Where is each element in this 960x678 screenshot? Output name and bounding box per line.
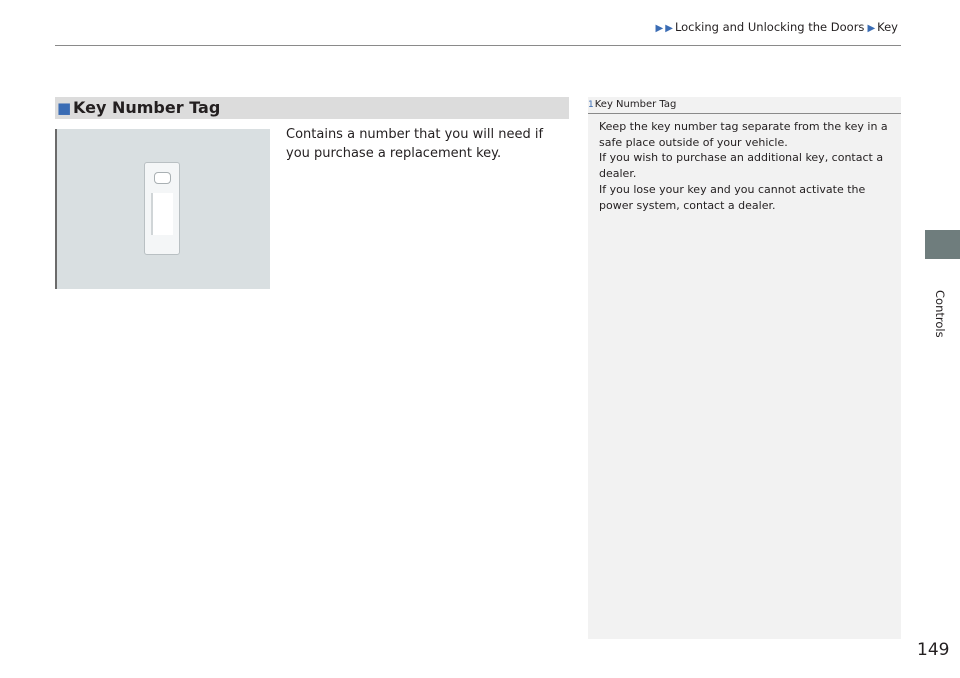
header-divider xyxy=(55,45,901,46)
chapter-label xyxy=(919,290,947,338)
section-title: Key Number Tag xyxy=(73,98,221,117)
section-square-icon: ■ xyxy=(57,99,72,117)
breadcrumb-item-locking[interactable]: Locking and Unlocking the Doors xyxy=(674,20,865,34)
notes-text xyxy=(599,119,894,213)
section-header xyxy=(55,97,569,119)
chapter-label-text: Controls xyxy=(933,290,947,338)
notes-panel xyxy=(588,97,901,639)
notes-title-text: Key Number Tag xyxy=(594,99,677,110)
breadcrumb-arrow-icon: ▶ xyxy=(655,23,664,34)
chapter-tab xyxy=(925,230,960,259)
notes-divider xyxy=(588,113,901,114)
note-paragraph: Keep the key number tag separate from the key in a safe place outside of your vehicle. xyxy=(599,120,888,149)
key-number-tag-figure xyxy=(55,129,270,289)
notes-title xyxy=(588,98,676,112)
note-paragraph: If you lose your key and you cannot activate the power system, contact a dealer. xyxy=(599,182,866,212)
note-reference-icon: 1 xyxy=(588,100,594,110)
breadcrumb-item-key[interactable]: Key xyxy=(877,20,898,34)
tag-label-area xyxy=(151,193,173,235)
breadcrumb-arrow-icon: ▶ xyxy=(867,23,876,34)
tag-hole xyxy=(154,172,171,184)
note-paragraph: If you wish to purchase an additional key, contact a dealer. xyxy=(599,151,884,181)
breadcrumb xyxy=(656,20,901,34)
breadcrumb-arrow-icon: ▶ xyxy=(665,23,673,34)
body-text: Contains a number that you will need if you purchase a replacement key. xyxy=(286,127,544,161)
key-number-tag-illustration-icon xyxy=(144,162,180,255)
page-number: 149 xyxy=(917,640,950,660)
